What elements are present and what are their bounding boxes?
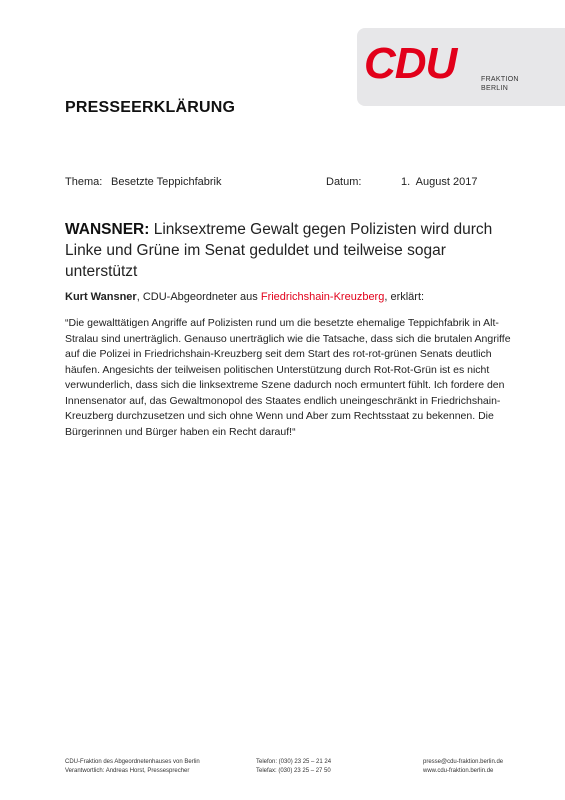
document-type: PRESSEERKLÄRUNG [65,99,236,116]
footer-responsible: Verantwortlich: Andreas Horst, Pressesprecher [65,768,190,774]
footer-email[interactable]: presse@cdu-fraktion.berlin.de [423,759,504,765]
footer-phone: Telefon: (030) 23 25 – 21 24 [256,759,332,765]
footer-contact-block [423,758,503,776]
district-name: Friedrichshain-Kreuzberg [260,291,385,303]
headline [65,219,495,282]
headline-name: WANSNER: [65,221,150,238]
logo-brand: CDU [364,39,457,88]
statement-quote: “Die gewalttätigen Angriffe auf Polizisten rund um die besetzte ehemalige Teppichfabrik in Alt-Stralau sind unerträglich. Genauso unerträglich wie die Tatsache, dass sich die brutalen Angriffe auf die Polizei in Friedrichshain-Kreuzberg seit dem Start des rot-rot-grünen Senats deutlich häufen. Angesichts der teilweisen politischen Unterstützung durch Rot-Rot-Grün ist es nicht verwunderlich, dass sich die linksextreme Szene dadurch noch ermuntert fühlt. Ich fordere den Innensenator auf, das Gewaltmonopol des Staates endlich uneingeschränkt in Friedrichshain-Kreuzberg durchzusetzen und sich ohne Wenn und Aber zum Rechtsstaat zu bekennen. Die Bürgerinnen und Bürger haben ein Recht darauf!“ [65,317,511,438]
footer-phone-block [256,758,331,776]
author-role: , CDU-Abgeordneter aus [136,291,261,303]
date-label: Datum: [326,176,362,188]
subject-value: Besetzte Teppichfabrik [111,176,222,188]
author-name: Kurt Wansner [65,291,137,303]
date-value: 1. August 2017 [401,176,478,188]
footer-website[interactable]: www.cdu-fraktion.berlin.de [423,768,494,774]
logo-subtitle [481,75,519,93]
intro-line [65,290,515,304]
logo-line-1: FRAKTION [481,76,519,83]
logo-line-2: BERLIN [481,85,509,92]
party-logo [357,28,565,106]
subject-label: Thema: [65,176,103,188]
intro-verb: , erklärt: [384,291,425,303]
footer-org-name: CDU-Fraktion des Abgeordnetenhauses von Berlin [65,759,200,765]
footer-fax: Telefax: (030) 23 25 – 27 50 [256,768,331,774]
footer-org [65,758,200,776]
headline-text: Linksextreme Gewalt gegen Polizisten wird durch Linke und Grüne im Senat geduldet und teilweise sogar unterstützt [65,221,493,280]
